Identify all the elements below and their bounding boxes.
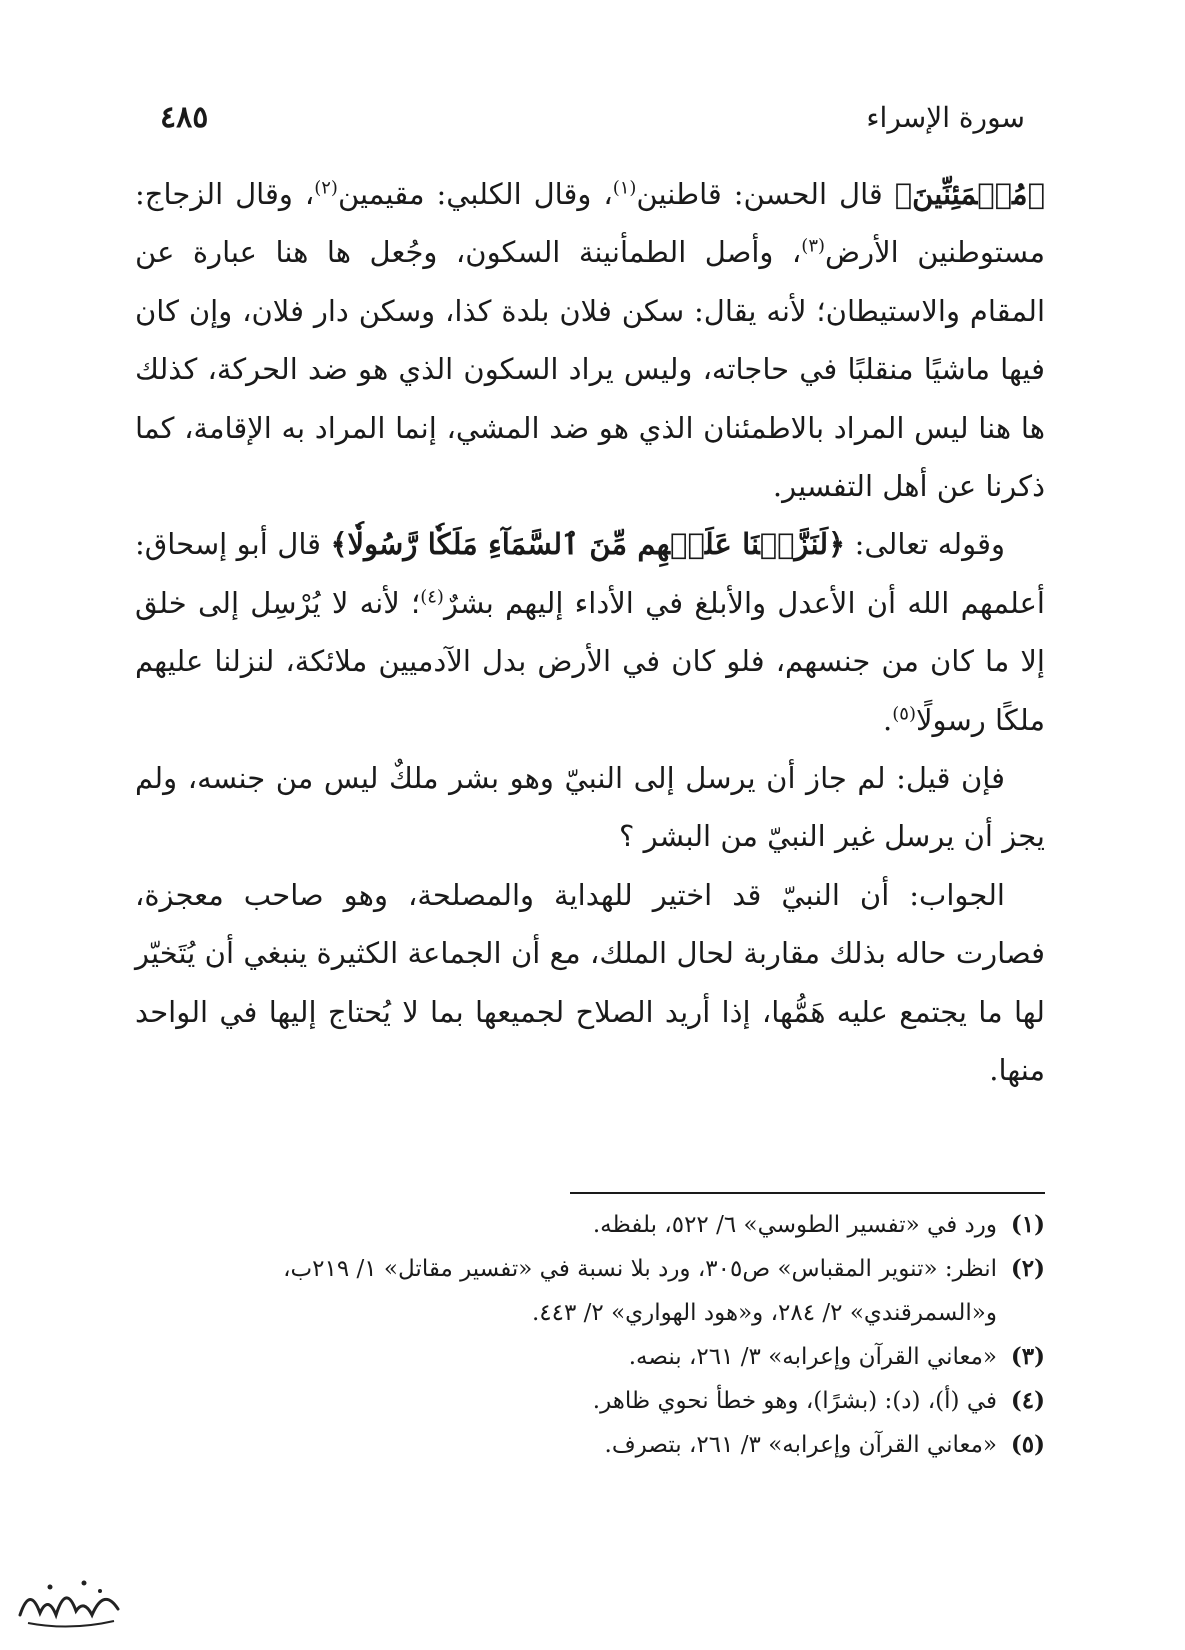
text-span: . <box>883 702 893 737</box>
quran-quote-1: ﴿مُطۡمَئِنِّينَ﴾ <box>894 177 1045 211</box>
text-span: ، وأصل الطمأنينة السكون، وجُعل ها هنا عبارة عن المقام والاستيطان؛ لأنه يقال: سكن فلان بلدة كذا، وسكن دار فلان، وإن كان فيها ماشيًا منقلبًا في حاجاته، وليس يراد السكون الذي هو ضد الحركة، كذلك ها هنا ليس المراد بالاطمئنان الذي هو ضد المشي، إنما المراد به الإقامة، كما ذكرنا عن أهل التفسير. <box>135 235 1045 504</box>
footnote-5 <box>135 1423 1045 1467</box>
footnote-ref-3[interactable]: (٣) <box>801 235 826 257</box>
text-span: قال أبو إسحاق: أعلمهم الله أن الأعدل والأبلغ في الأداء إليهم بشرٌ <box>135 527 1045 620</box>
footnote-number: (٢) <box>1010 1255 1045 1282</box>
footnote-text: «معاني القرآن وإعرابه» ٣/ ٢٦١، بتصرف. <box>604 1432 997 1458</box>
calligraphy-stamp-logo <box>10 1565 130 1635</box>
quran-quote-2: ﴿لَنَزَّلۡنَا عَلَيۡهِم مِّنَ ٱلسَّمَآءِ مَلَكٗا رَّسُولٗا﴾ <box>330 527 846 562</box>
footnote-text: انظر: «تنوير المقباس» ص٣٠٥، ورد بلا نسبة في «تفسير مقاتل» ١/ ٢١٩ب، و«السمرقندي» ٢/ ٢٨٤، و«هود الهواري» ٢/ ٤٤٣. <box>283 1256 997 1326</box>
footnote-ref-4[interactable]: (٤) <box>420 586 444 608</box>
text-span: ؛ لأنه لا يُرْسِل إلى خلق إلا ما كان من جنسهم، فلو كان في الأرض بدل الآدميين ملائكة، لنزلنا عليهم ملكًا رسولًا <box>135 585 1045 737</box>
page-header <box>160 92 1025 142</box>
footnote-text: في (أ)، (د): (بشرًا)، وهو خطأ نحوي ظاهر. <box>592 1388 997 1414</box>
text-span: ، وقال الزجاج: مستوطنين الأرض <box>135 177 1045 270</box>
footnote-1 <box>135 1203 1045 1247</box>
paragraph-2 <box>135 515 1045 749</box>
text-span: ، وقال الكلبي: مقيمين <box>337 177 613 211</box>
footnote-2 <box>135 1247 1045 1335</box>
footnote-number: (٥) <box>1010 1431 1045 1458</box>
footnote-number: (١) <box>1010 1211 1045 1238</box>
footnote-number: (٤) <box>1010 1387 1045 1414</box>
footnote-divider <box>570 1192 1045 1194</box>
footnote-4 <box>135 1379 1045 1423</box>
main-text <box>135 165 1045 1100</box>
paragraph-3: فإن قيل: لم جاز أن يرسل إلى النبيّ وهو بشر ملكٌ ليس من جنسه، ولم يجز أن يرسل غير النبيّ من البشر ؟ <box>135 761 1045 854</box>
footnote-ref-2[interactable]: (٢) <box>314 177 338 199</box>
footnote-text: «معاني القرآن وإعرابه» ٣/ ٢٦١، بنصه. <box>628 1344 997 1370</box>
surah-title: سورة الإسراء <box>866 100 1025 134</box>
paragraph-1 <box>135 165 1045 515</box>
paragraph-4: الجواب: أن النبيّ قد اختير للهداية والمصلحة، وهو صاحب معجزة، فصارت حاله بذلك مقاربة لحال الملك، مع أن الجماعة الكثيرة ينبغي أن يُتَخيّر لها ما يجتمع عليه هَمُّها، إذا أريد الصلاح لجميعها بما لا يُحتاج إليها في الواحد منها. <box>135 877 1045 1088</box>
footnote-ref-5[interactable]: (٥) <box>892 703 916 724</box>
text-span: قال الحسن: قاطنين <box>636 177 895 211</box>
footnote-text: ورد في «تفسير الطوسي» ٦/ ٥٢٢، بلفظه. <box>592 1212 997 1238</box>
page-number: ٤٨٥ <box>160 99 209 135</box>
text-span: وقوله تعالى: <box>845 527 1005 562</box>
footnote-number: (٣) <box>1010 1343 1045 1370</box>
footnote-ref-1[interactable]: (١) <box>612 177 637 199</box>
footnotes <box>135 1203 1045 1467</box>
footnote-3 <box>135 1335 1045 1379</box>
